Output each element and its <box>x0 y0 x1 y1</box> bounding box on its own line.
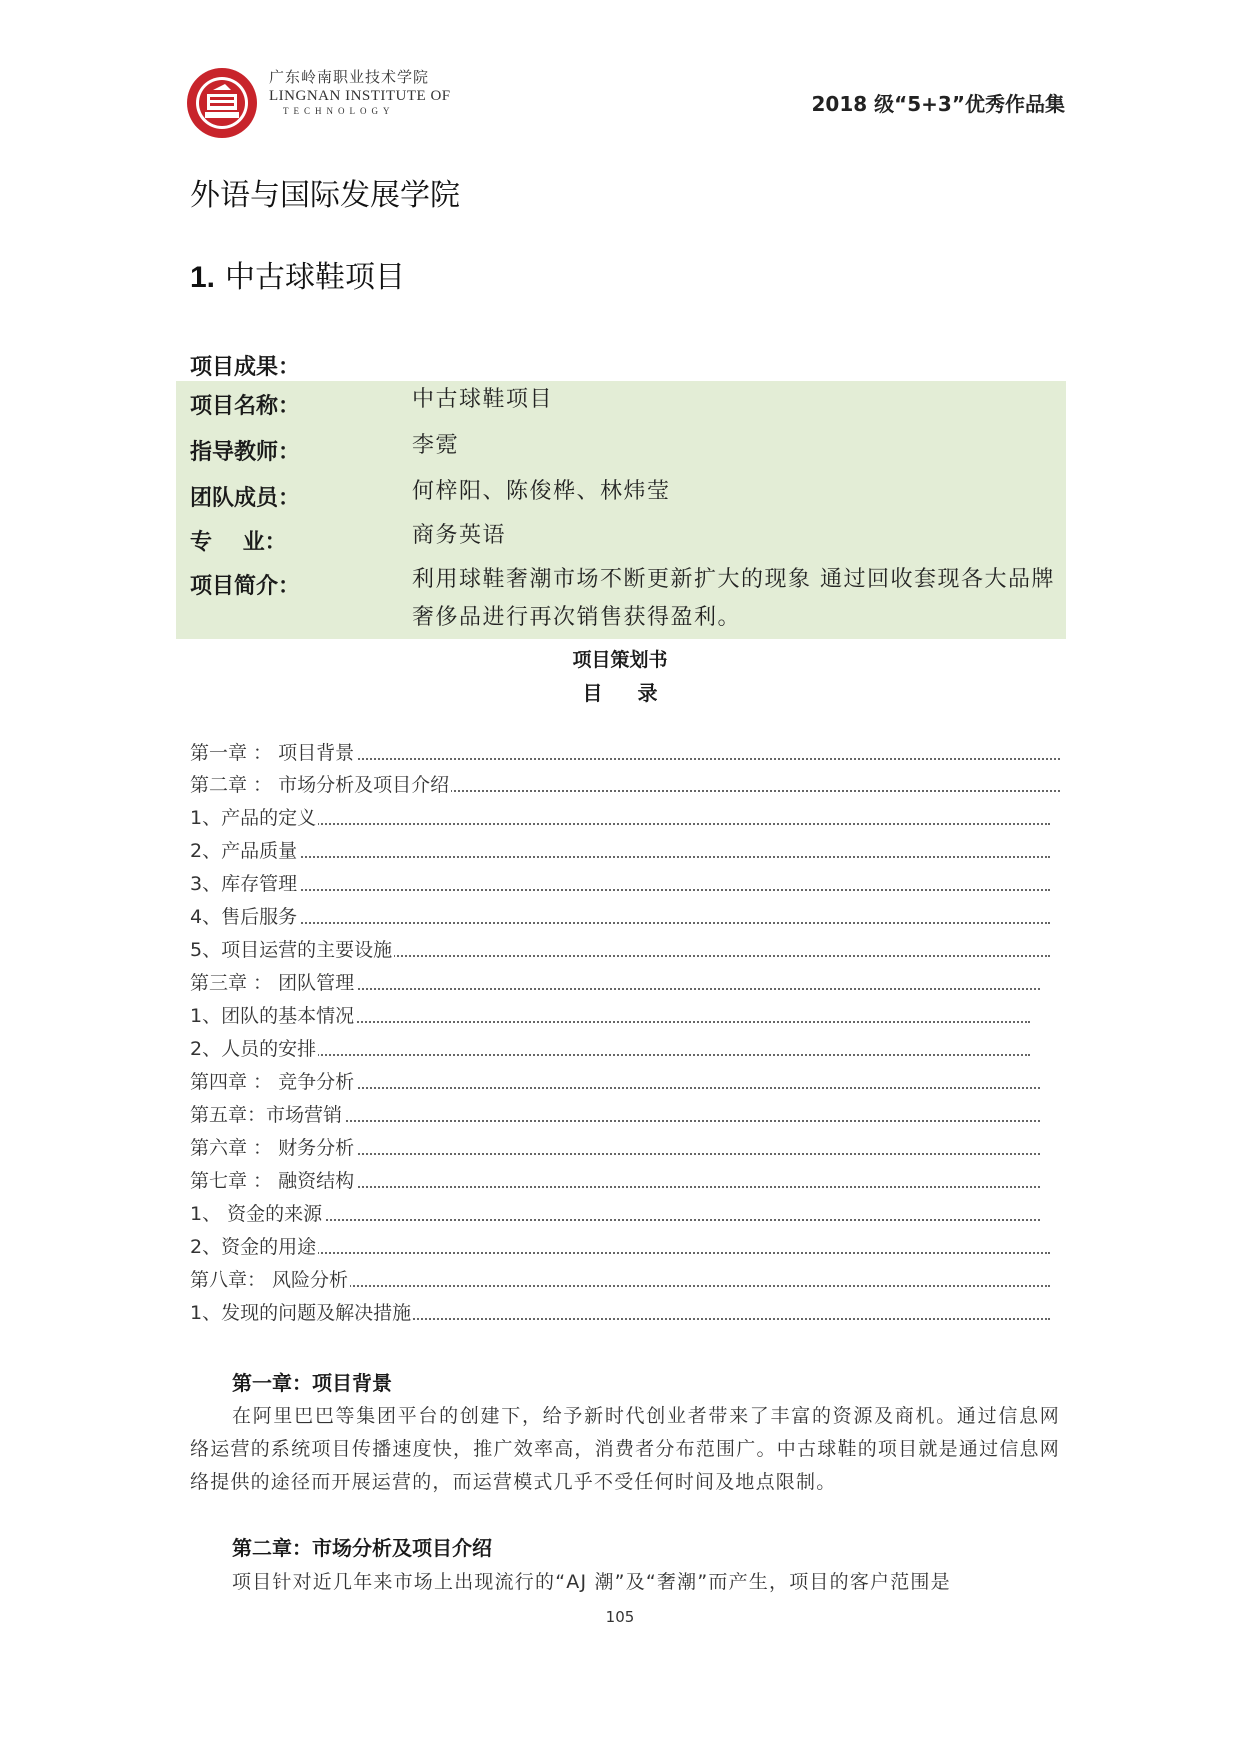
info-label: 专 业： <box>190 530 287 555</box>
institute-name-cn: 广东岭南职业技术学院 <box>269 68 430 86</box>
toc-item: 1、发现的问题及解决措施 <box>190 1298 1050 1328</box>
toc-item: 第四章 ： 竞争分析 <box>190 1067 1040 1097</box>
info-value: 何梓阳、陈俊桦、林炜莹 <box>412 479 671 504</box>
chapter1-text: 在阿里巴巴等集团平台的创建下，给予新时代创业者带来了丰富的资源及商机。通过信息网络运营的系统项目传播速度快，推广效率高，消费者分布范围广。中古球鞋的项目就是通过信息网络提供的途径而开展运营的，而运营模式几乎不受任何时间及地点限制。 <box>190 1405 1060 1493</box>
info-value: 中古球鞋项目 <box>412 387 554 412</box>
institute-name-en: LINGNAN INSTITUTE OF <box>269 88 451 104</box>
info-label: 项目名称： <box>190 394 301 419</box>
toc-item: 2、产品质量 <box>190 836 1050 866</box>
institute-name <box>269 70 451 116</box>
info-value: 商务英语 <box>412 523 507 548</box>
project-number: 1. <box>190 261 216 294</box>
info-label: 指导教师： <box>190 440 301 465</box>
toc-item: 4、售后服务 <box>190 902 1050 932</box>
institute-name-en-2: TECHNOLOGY <box>283 106 395 116</box>
toc-item: 第一章 ： 项目背景 <box>190 738 1060 768</box>
college-name: 外语与国际发展学院 <box>190 178 460 213</box>
chapter2-text: 项目针对近几年来市场上出现流行的“AJ 潮”及“奢潮”而产生，项目的客户范围是 <box>232 1571 951 1593</box>
page-header <box>185 66 1065 126</box>
project-title: 中古球鞋项目 <box>225 260 406 295</box>
toc-item: 1、产品的定义 <box>190 803 1050 833</box>
toc-item: 第三章 ： 团队管理 <box>190 968 1040 998</box>
toc-item: 第八章： 风险分析 <box>190 1265 1050 1295</box>
toc-title: 目 录 <box>582 681 672 705</box>
collection-title: 2018 级“5+3”优秀作品集 <box>811 92 1065 116</box>
plan-title: 项目策划书 <box>572 649 668 671</box>
project-heading <box>190 252 405 296</box>
info-label: 团队成员： <box>190 486 301 511</box>
toc-item: 1、 资金的来源 <box>190 1199 1040 1229</box>
toc-item: 3、库存管理 <box>190 869 1050 899</box>
institute-logo-icon <box>185 66 259 140</box>
toc-item: 第五章：市场营销 <box>190 1100 1040 1130</box>
toc-item: 第六章 ： 财务分析 <box>190 1133 1040 1163</box>
page-number: 105 <box>605 1608 635 1626</box>
toc-item: 第七章 ： 融资结构 <box>190 1166 1040 1196</box>
project-info-table <box>176 381 1066 639</box>
info-label: 项目简介： <box>190 574 301 599</box>
chapter1-heading: 第一章：项目背景 <box>232 1371 392 1395</box>
toc-item: 第二章 ： 市场分析及项目介绍 <box>190 770 1060 800</box>
info-value: 利用球鞋奢潮市场不断更新扩大的现象 通过回收套现各大品牌奢侈品进行再次销售获得盈利。 <box>412 567 1055 630</box>
results-label: 项目成果： <box>190 355 301 380</box>
chapter2-heading: 第二章：市场分析及项目介绍 <box>232 1536 492 1560</box>
toc-item: 1、团队的基本情况 <box>190 1001 1030 1031</box>
toc-item: 2、人员的安排 <box>190 1034 1030 1064</box>
toc-item: 2、资金的用途 <box>190 1232 1050 1262</box>
info-value: 李霓 <box>412 433 460 458</box>
toc-item: 5、项目运营的主要设施 <box>190 935 1050 965</box>
